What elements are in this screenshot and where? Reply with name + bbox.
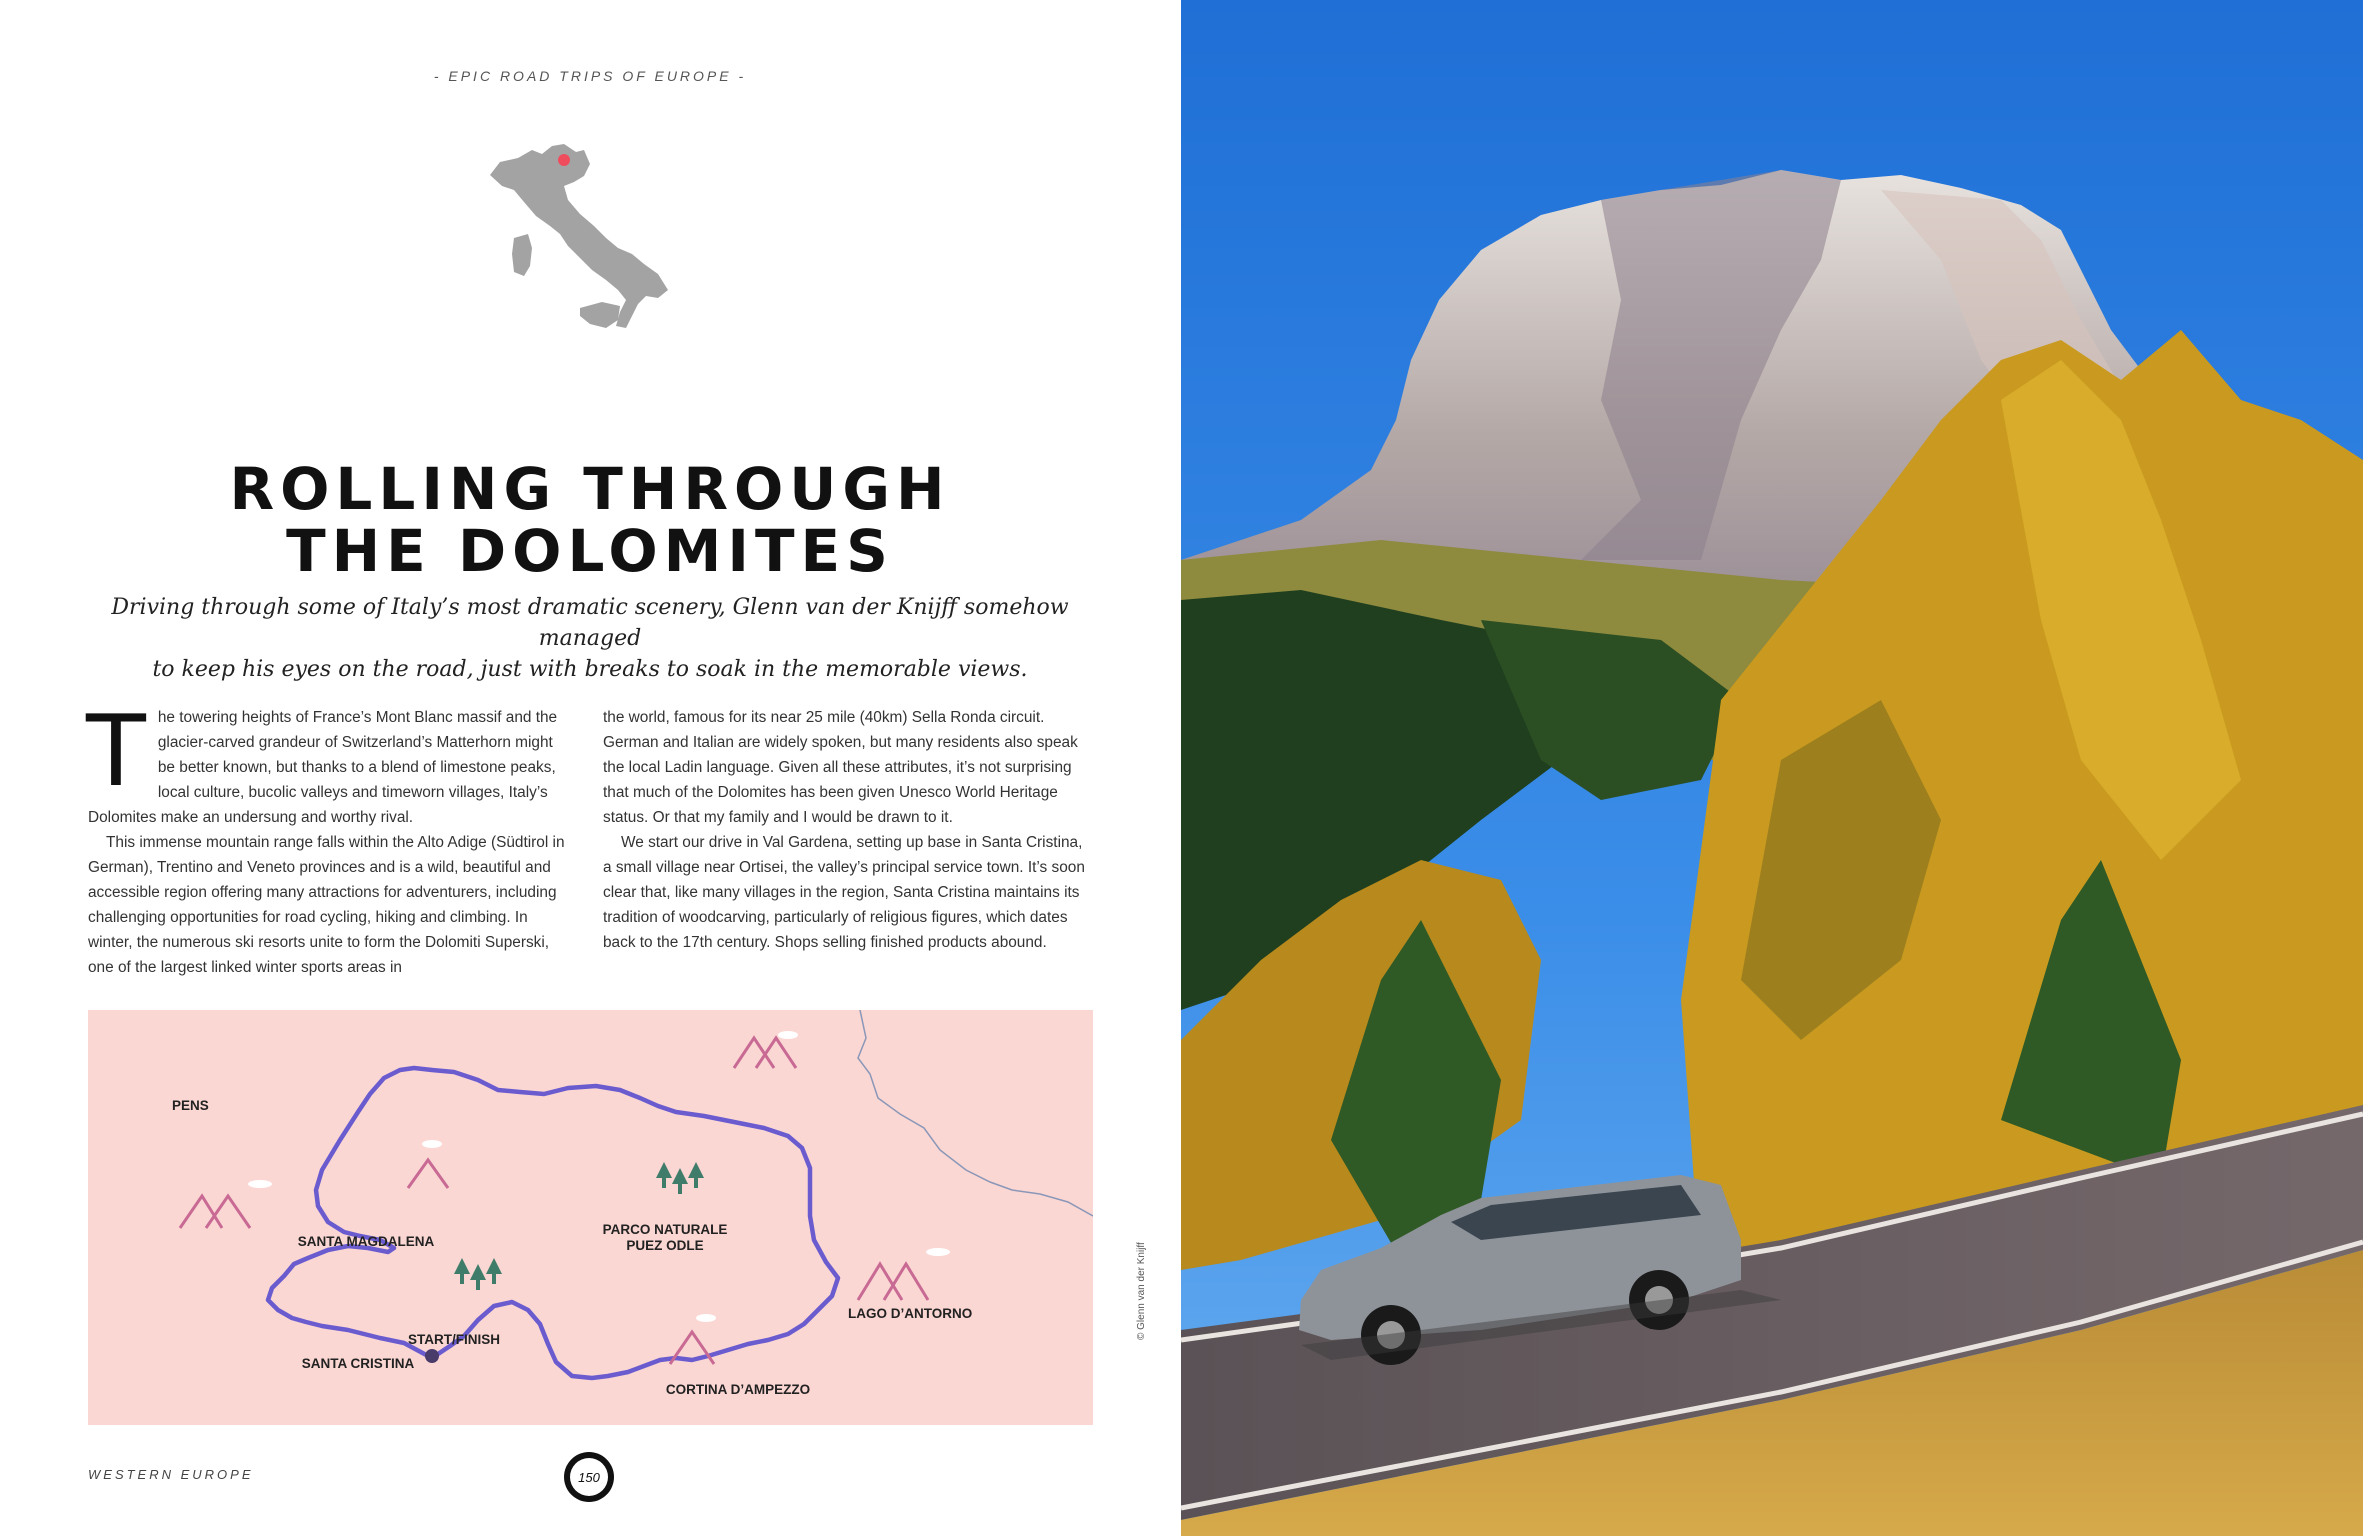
running-head: - EPIC ROAD TRIPS OF EUROPE - bbox=[433, 68, 747, 84]
sicily bbox=[580, 302, 620, 328]
map-label-start-finish: START/FINISH bbox=[408, 1332, 500, 1347]
page-number: 150 bbox=[570, 1458, 608, 1496]
italy-locator-map bbox=[480, 130, 685, 330]
map-label-lago: LAGO D’ANTORNO bbox=[848, 1306, 973, 1321]
italy-mainland bbox=[490, 144, 668, 328]
body-paragraph: We start our drive in Val Gardena, setting up base in Santa Cristina, a small village near Ortisei, the valley’s principal service town. It’s soon clear that, like many villages in the region, Santa Cristina maintains its tradition of woodcarving, particularly of religious figures, which dates back to the 17th century. Shops selling finished products abound. bbox=[603, 834, 1085, 951]
dolomites-photo bbox=[1181, 0, 2363, 1536]
location-marker bbox=[558, 154, 570, 166]
body-column-2 bbox=[603, 705, 1087, 955]
photo-credit: © Glenn van der Knijff bbox=[1136, 1242, 1147, 1340]
map-label-parco-line-1: PARCO NATURALE bbox=[602, 1222, 728, 1237]
title-line-2: THE DOLOMITES bbox=[286, 517, 894, 585]
article-title bbox=[0, 455, 1180, 585]
page-number-badge bbox=[564, 1452, 614, 1502]
route-map bbox=[88, 1010, 1093, 1425]
section-footer: WESTERN EUROPE bbox=[88, 1467, 254, 1482]
body-paragraph bbox=[86, 695, 572, 830]
body-paragraph: the world, famous for its near 25 mile (40km) Sella Ronda circuit. German and Italian are widely spoken, but many residents also speak the local Ladin language. Given all these attributes, it’s not surprising that much of the Dolomites has been given Unesco World Heritage status. Or that my family and I would be drawn to it. bbox=[603, 709, 1078, 826]
map-label-santa-magdalena: SANTA MAGDALENA bbox=[297, 1234, 435, 1249]
body-column-1 bbox=[86, 695, 572, 980]
map-label-pens: PENS bbox=[172, 1098, 209, 1113]
body-paragraph: This immense mountain range falls within the Alto Adige (Südtirol in German), Trentino and Veneto provinces and is a wild, beautiful and accessible region offering many attractions for adventurers, including challenging opportunities for road cycling, hiking and climbing. In winter, the numerous ski resorts unite to form the Dolomiti Superski, one of the largest linked winter sports areas in bbox=[88, 834, 565, 976]
map-label-parco-line-2: PUEZ ODLE bbox=[626, 1238, 704, 1253]
map-label-santa-cristina: SANTA CRISTINA bbox=[301, 1356, 415, 1371]
paragraph-text: he towering heights of France’s Mont Blanc massif and the glacier-carved grandeur of Switzerland’s Matterhorn might be better known, but thanks to a blend of limestone peaks, local culture, bucolic valleys and timeworn villages, Italy’s Dolomites make an undersung and worthy rival. bbox=[88, 709, 558, 826]
map-label-cortina: CORTINA D’AMPEZZO bbox=[665, 1382, 811, 1397]
standfirst bbox=[90, 592, 1090, 685]
sardinia bbox=[512, 234, 532, 276]
drop-cap: T bbox=[86, 695, 146, 809]
left-page bbox=[0, 0, 1180, 1536]
start-finish-marker bbox=[425, 1349, 439, 1363]
title-line-1: ROLLING THROUGH bbox=[229, 455, 951, 523]
standfirst-line-2: to keep his eyes on the road, just with breaks to soak in the memorable views. bbox=[152, 657, 1028, 682]
map-background bbox=[88, 1010, 1093, 1425]
standfirst-line-1: Driving through some of Italy’s most dramatic scenery, Glenn van der Knijff somehow managed bbox=[111, 595, 1069, 651]
